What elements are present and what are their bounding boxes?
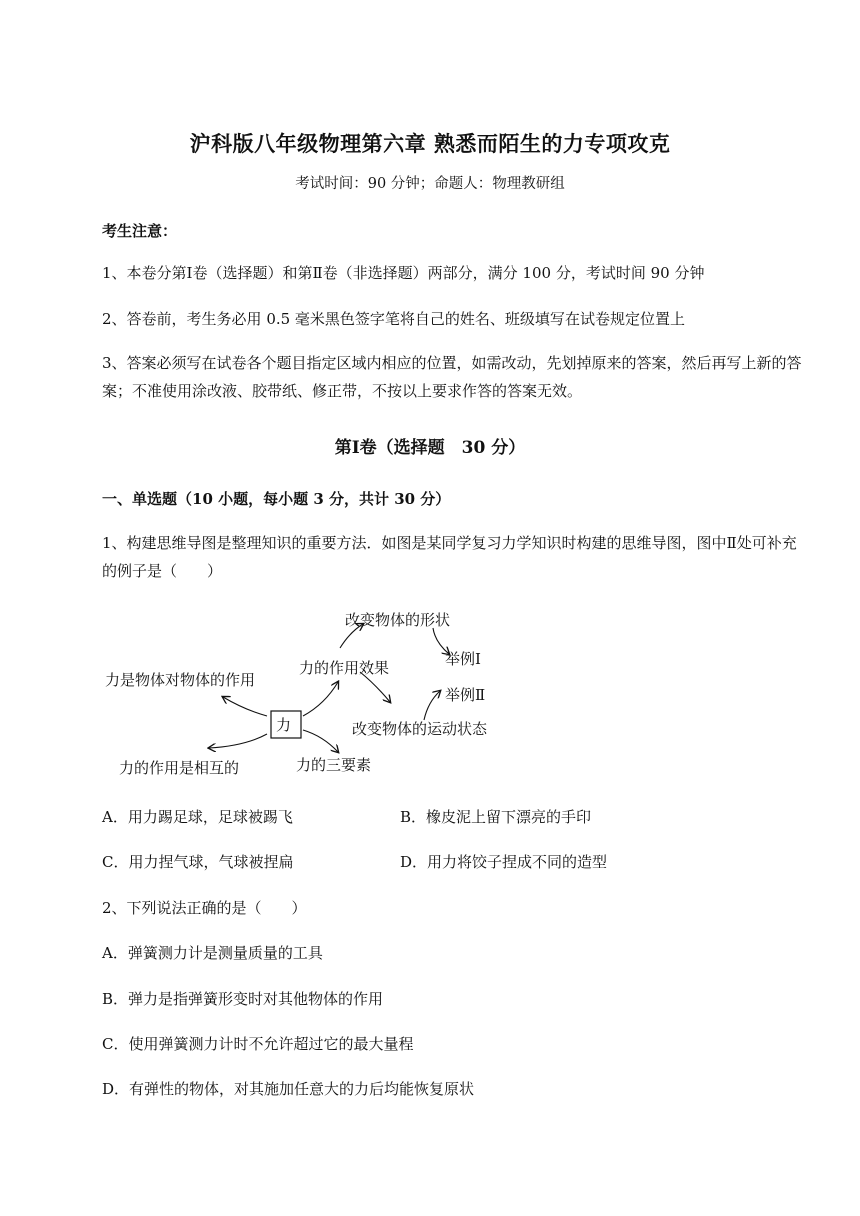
notice-heading: 考生注意： — [102, 222, 178, 240]
exam-info: 考试时间：90 分钟；命题人：物理教研组 — [295, 176, 565, 192]
notice-item-3: 3、答案必须写在试卷各个题目指定区域内相应的位置，如需改动，先划掉原来的答案，然后再写上新的答案；不准使用涂改液、胶带纸、修正带，不按以上要求作答的答案无效。 — [102, 354, 802, 400]
notice-item-2: 2、答卷前，考生务必用 0.5 毫米黑色签字笔将自己的姓名、班级填写在试卷规定位置上 — [102, 310, 685, 328]
label-example1: 举例Ⅰ — [445, 650, 481, 668]
question-2-option-d[interactable]: D．有弹性的物体，对其施加任意大的力后均能恢复原状 — [102, 1080, 475, 1098]
mind-map-diagram — [95, 600, 525, 790]
center-label: 力 — [276, 716, 292, 734]
label-three-elements: 力的三要素 — [296, 756, 372, 774]
label-interaction: 力是物体对物体的作用 — [105, 671, 256, 689]
question-2-option-a[interactable]: A．弹簧测力计是测量质量的工具 — [102, 944, 323, 962]
part-title: 一、单选题（10 小题，每小题 3 分，共计 30 分） — [102, 490, 451, 508]
label-effect: 力的作用效果 — [299, 659, 390, 677]
label-change-shape: 改变物体的形状 — [345, 611, 451, 629]
question-1-stem: 1、构建思维导图是整理知识的重要方法．如图是某同学复习力学知识时构建的思维导图，图中Ⅱ处可补充的例子是（ ） — [102, 534, 797, 580]
notice-item-1: 1、本卷分第Ⅰ卷（选择题）和第Ⅱ卷（非选择题）两部分，满分 100 分，考试时间 90 分钟 — [102, 264, 705, 282]
arrow-to-three-elements — [303, 730, 338, 752]
label-example2: 举例Ⅱ — [445, 686, 486, 704]
page-title: 沪科版八年级物理第六章 熟悉而陌生的力专项攻克 — [189, 131, 671, 156]
arrow-to-example2 — [424, 691, 440, 720]
arrow-to-effect — [303, 682, 338, 716]
question-2-option-c[interactable]: C．使用弹簧测力计时不允许超过它的最大量程 — [102, 1035, 414, 1053]
label-change-motion: 改变物体的运动状态 — [352, 720, 488, 738]
question-1-option-b[interactable]: B．橡皮泥上留下漂亮的手印 — [400, 808, 592, 826]
question-2-option-b[interactable]: B．弹力是指弹簧形变时对其他物体的作用 — [102, 990, 384, 1008]
arrow-to-mutual — [209, 734, 267, 748]
arrow-to-interaction — [223, 697, 267, 716]
question-2-stem: 2、下列说法正确的是（ ） — [102, 899, 307, 917]
question-1-option-c[interactable]: C．用力捏气球，气球被捏扁 — [102, 853, 294, 871]
label-mutual: 力的作用是相互的 — [119, 759, 240, 777]
question-1-option-d[interactable]: D．用力将饺子捏成不同的造型 — [400, 853, 608, 871]
section-title: 第Ⅰ卷（选择题 30 分） — [334, 438, 526, 458]
question-1-option-a[interactable]: A．用力踢足球，足球被踢飞 — [102, 808, 293, 826]
